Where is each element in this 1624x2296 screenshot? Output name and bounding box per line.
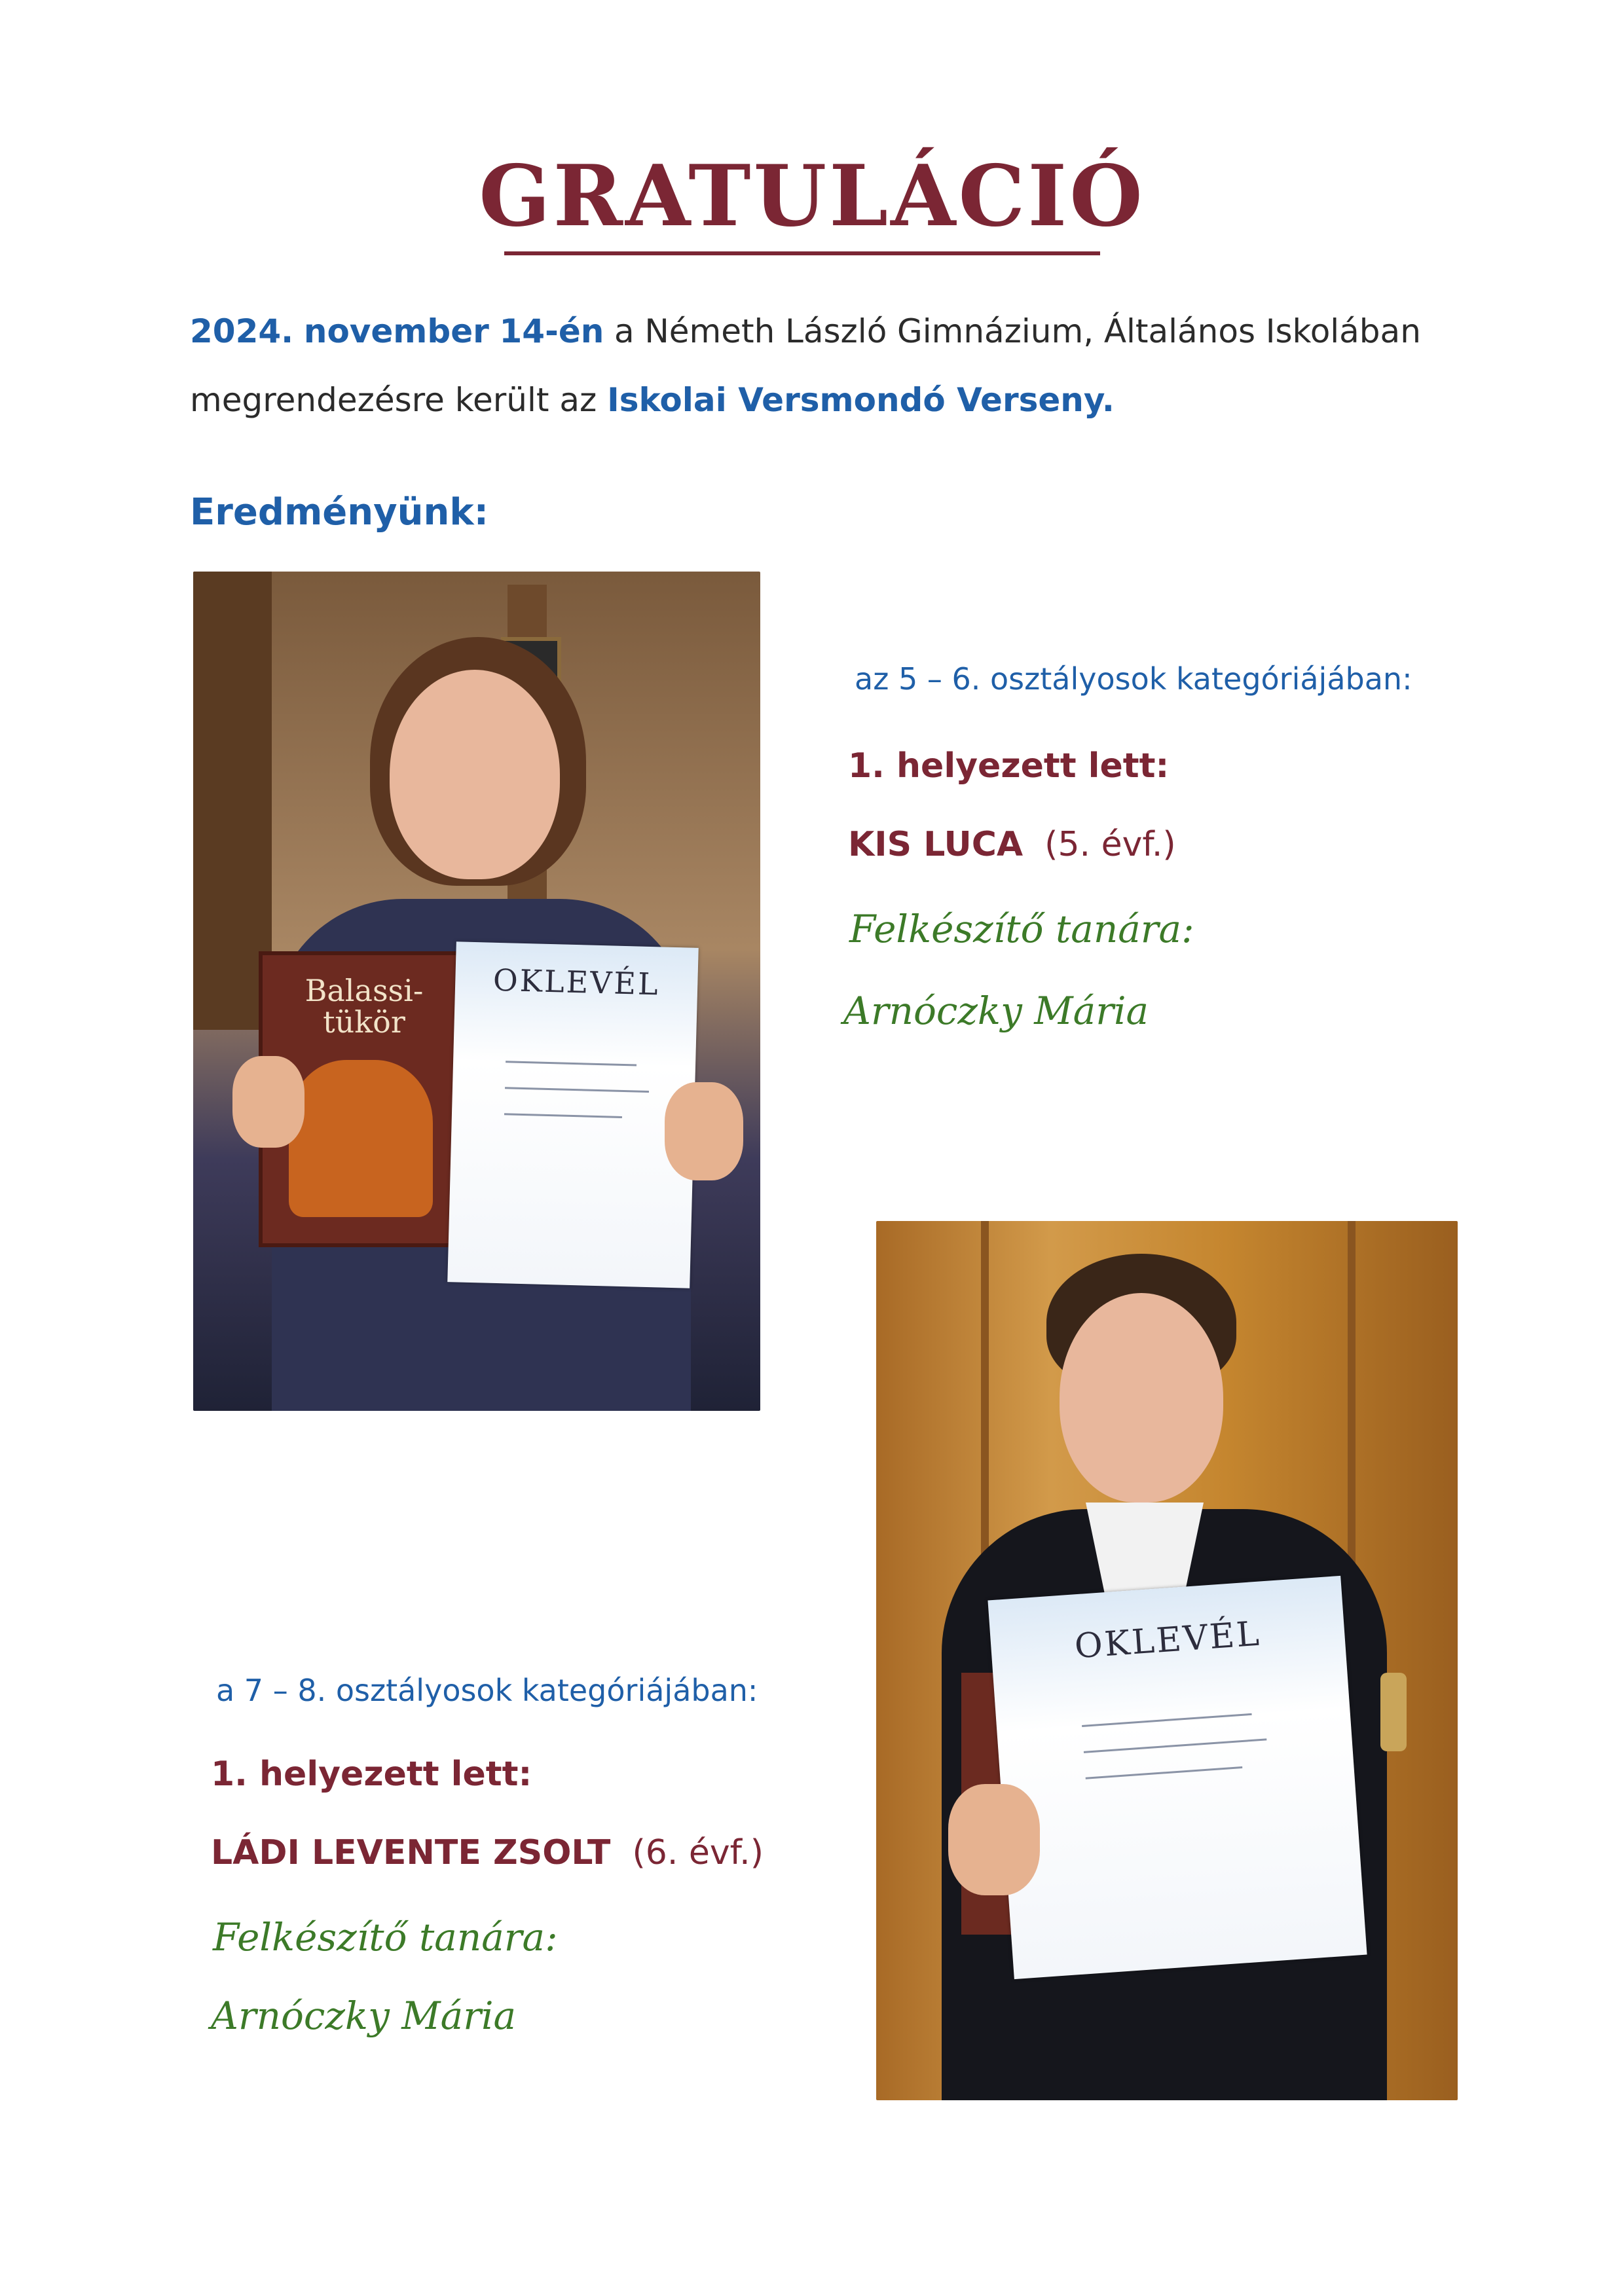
certificate-line: [505, 1087, 649, 1093]
certificate-line: [1082, 1713, 1252, 1727]
left-hand: [948, 1784, 1040, 1895]
certificate-title: OKLEVÉL: [492, 962, 661, 1002]
teacher-name: Arnóczky Mária: [211, 1994, 517, 2038]
teacher-name: Arnóczky Mária: [843, 989, 1149, 1033]
photo-winner-1: [193, 572, 760, 1411]
intro-word: László: [785, 312, 887, 350]
results-heading: Eredményünk:: [190, 491, 489, 534]
intro-line-1: [190, 312, 1421, 350]
face: [390, 670, 560, 879]
right-hand: [665, 1082, 743, 1180]
certificate-title: OKLEVÉL: [1073, 1614, 1263, 1667]
face: [1060, 1293, 1223, 1503]
certificate-line: [506, 1061, 637, 1066]
intro-date-year: 2024.: [190, 312, 294, 350]
competition-name: Iskolai Versmondó Verseny.: [607, 381, 1115, 419]
door-handle: [1380, 1673, 1407, 1751]
intro-line-2: [190, 381, 1115, 419]
intro-word: Gimnázium,: [897, 312, 1094, 350]
photo-winner-2: [876, 1221, 1458, 2100]
certificate-line: [1086, 1766, 1243, 1779]
winner-name-line: [848, 825, 1176, 864]
book-title: Balassi- tükör: [304, 973, 424, 1040]
left-hand: [232, 1056, 304, 1148]
certificate-line: [504, 1113, 622, 1118]
preparer-label: Felkészítő tanára:: [849, 907, 1194, 951]
title-underline: [504, 251, 1100, 255]
intro-word: a: [614, 312, 635, 350]
placement-text: 1. helyezett lett:: [848, 746, 1170, 786]
winner-grade: (6. évf.): [632, 1833, 764, 1872]
intro-word: Németh: [644, 312, 775, 350]
book-cover-portrait: [289, 1060, 433, 1217]
preparer-label: Felkészítő tanára:: [213, 1915, 558, 1959]
placement-text: 1. helyezett lett:: [211, 1755, 532, 1794]
certificate-line: [1084, 1738, 1267, 1753]
winner-grade: (5. évf.): [1044, 825, 1176, 864]
intro-word: Általános: [1103, 312, 1256, 350]
certificate: [447, 941, 698, 1288]
intro-date-month: november: [303, 312, 489, 350]
intro-word: Iskolában: [1265, 312, 1421, 350]
page-title: GRATULÁCIÓ: [479, 147, 1145, 246]
intro-date-day: 14-én: [499, 312, 604, 350]
winner-name: LÁDI LEVENTE ZSOLT: [211, 1833, 611, 1872]
intro-line2-prefix: megrendezésre került az: [190, 381, 597, 419]
category-label: az 5 – 6. osztályosok kategóriájában:: [855, 661, 1412, 697]
certificate: [987, 1576, 1367, 1979]
category-label: a 7 – 8. osztályosok kategóriájában:: [216, 1673, 758, 1708]
winner-name-line: [211, 1833, 764, 1872]
winner-name: KIS LUCA: [848, 825, 1024, 864]
